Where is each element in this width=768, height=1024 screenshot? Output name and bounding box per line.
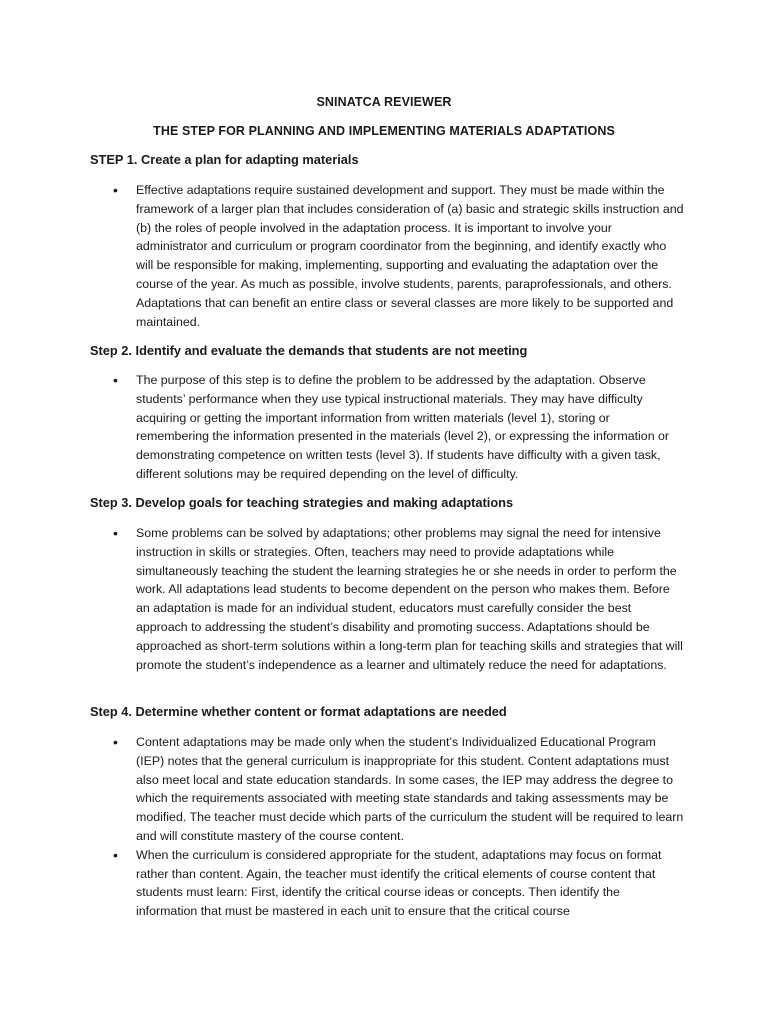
paragraph-text: Some problems can be solved by adaptations; other problems may signal the need for intensive instruction in skills or strategies. Often, teachers may need to provide adaptations while simultaneously teaching the student the learning strategies he or she needs in order to perform the work. All adaptations lead students to become dependent on the person who makes them. Before an adaptation is made for an individual student, educators must carefully consider the best approach to addressing the student’s disability and promoting success. Adaptations should be approached as short-term solutions within a long-term plan for teaching skills and strategies that will promote the student’s independence as a learner and ultimately reduce the need for adaptations. — [136, 526, 683, 672]
paragraph-text: When the curriculum is considered appropriate for the student, adaptations may focus on format rather than content. Again, the teacher must identify the critical elements of course content that students must learn: First, identify the critical course ideas or concepts. Then identify the information that must be mastered in each unit to ensure that the critical course — [136, 847, 662, 919]
bullet-icon: • — [113, 182, 118, 198]
step-1-heading: STEP 1. Create a plan for adapting materials — [90, 152, 359, 167]
step-2-heading: Step 2. Identify and evaluate the demands that students are not meeting — [90, 343, 528, 358]
paragraph-text: Effective adaptations require sustained development and support. They must be made within the framework of a larger plan that includes consideration of (a) basic and strategic skills instruction and (b) the roles of people involved in the adaptation process. It is important to involve your administrator and curriculum or program coordinator from the beginning, and identify exactly who will be responsible for making, implementing, supporting and evaluating the adaptation over the course of the year. As much as possible, involve students, parents, paraprofessionals, and others. Adaptations that can benefit an entire class or several classes are more likely to be supported and maintained. — [136, 183, 684, 329]
bullet-icon: • — [113, 846, 118, 863]
step-1-bullet-list — [0, 181, 768, 331]
main-title: THE STEP FOR PLANNING AND IMPLEMENTING MATERIALS ADAPTATIONS — [153, 124, 615, 138]
bullet-icon: • — [113, 525, 118, 541]
paragraph-text: Content adaptations may be made only when the student’s Individualized Educational Program (IEP) notes that the general curriculum is inappropriate for this student. Content adaptations must also meet local and state education standards. In some cases, the IEP may address the degree to which the requirements associated with meeting state standards and taking assessments may be modified. The teacher must decide which parts of the curriculum the student will be required to learn and will constitute mastery of the course content. — [136, 735, 684, 843]
list-item — [0, 524, 768, 674]
step-2-bullet-list — [0, 371, 768, 484]
bullet-icon: • — [113, 372, 118, 388]
step-3-heading: Step 3. Develop goals for teaching strategies and making adaptations — [90, 495, 514, 510]
step-3-bullet-list — [0, 524, 768, 674]
bullet-icon: • — [113, 734, 118, 750]
step-4-heading: Step 4. Determine whether content or format adaptations are needed — [90, 704, 507, 719]
list-item — [0, 733, 768, 846]
step-4-bullet-list — [0, 733, 768, 921]
list-item — [0, 371, 768, 484]
list-item — [0, 846, 768, 921]
paragraph-text: The purpose of this step is to define the problem to be addressed by the adaptation. Observe students’ performance when they use typical instructional materials. They may have difficulty acquiring or getting the important information from written materials (level 1), storing or remembering the information presented in the materials (level 2), or expressing the information or demonstrating competence on written tests (level 3). If students have difficulty with a given task, different solutions may be required depending on the level of difficulty. — [136, 373, 670, 481]
reviewer-title: SNINATCA REVIEWER — [316, 95, 452, 109]
list-item — [0, 181, 768, 331]
